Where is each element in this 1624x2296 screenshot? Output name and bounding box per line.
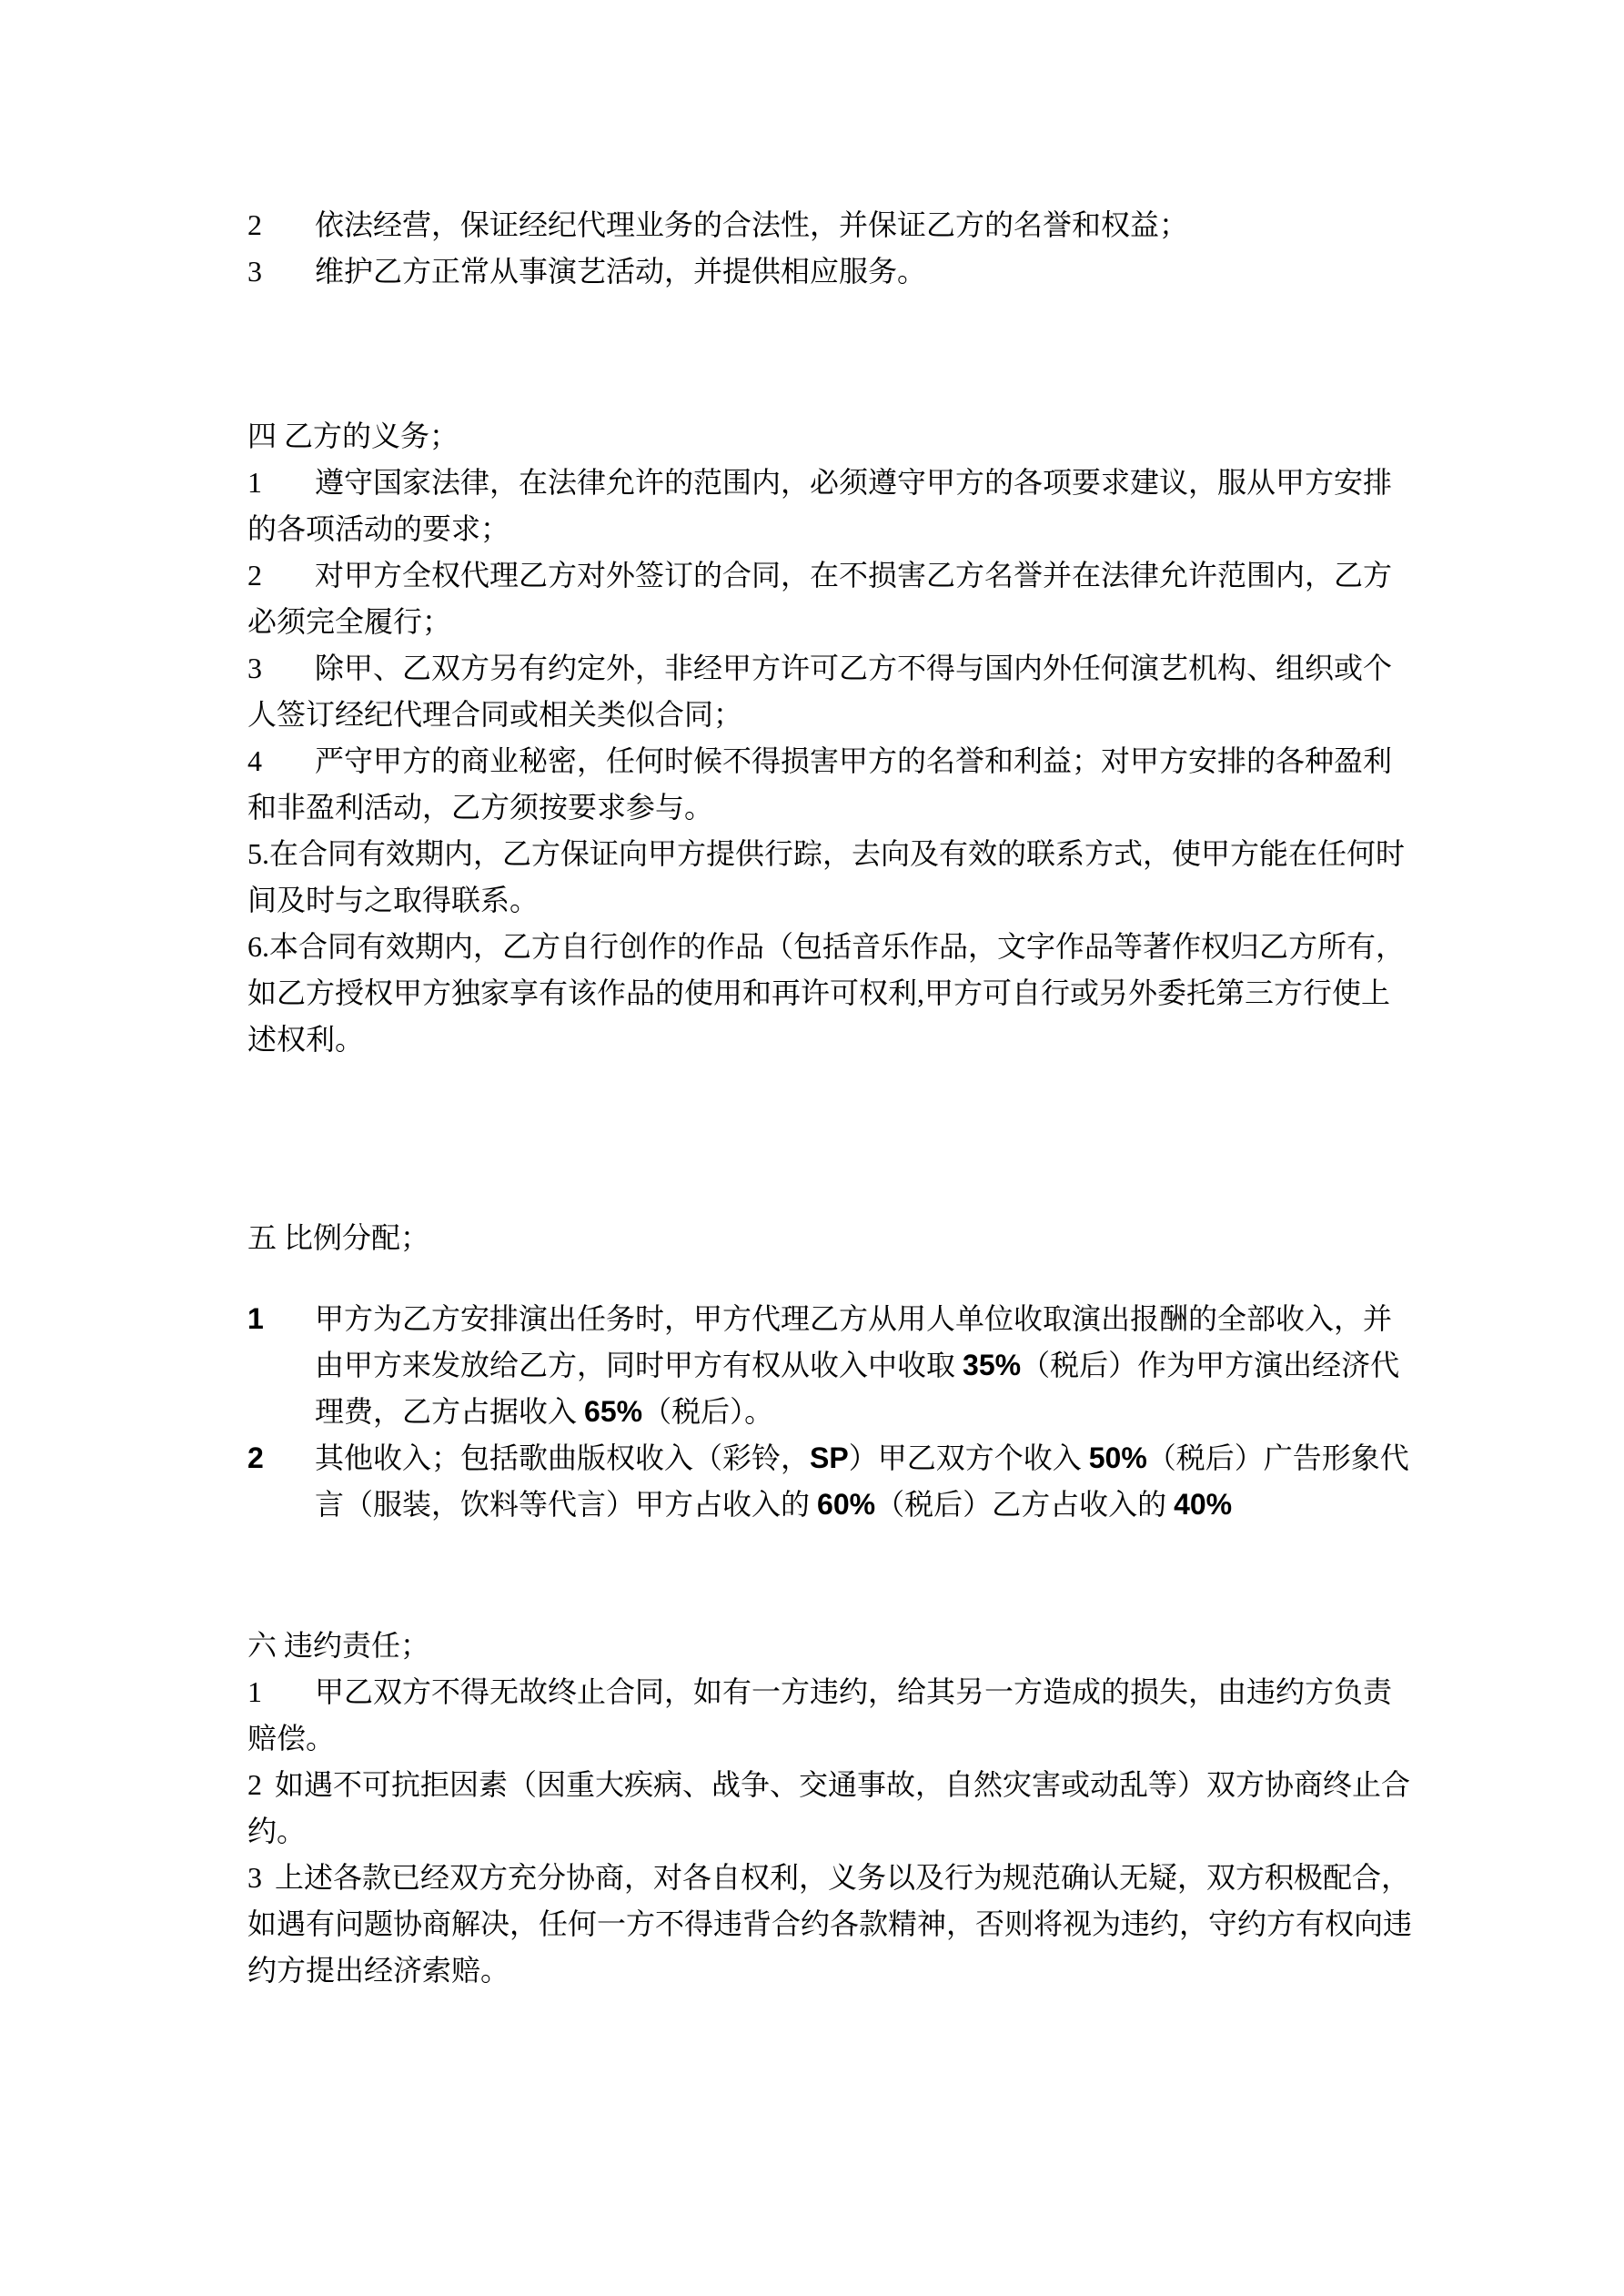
clause-number: 2 <box>247 1441 264 1474</box>
clause-item <box>247 1762 1415 1855</box>
clause-item <box>247 460 1415 552</box>
clause-number: 2 <box>247 559 262 592</box>
clause-item <box>247 924 1415 1063</box>
clause-text: 在合同有效期内，乙方保证向甲方提供行踪，去向及有效的联系方式，使甲方能在任何时间及时与之取得联系。 <box>247 837 1406 916</box>
clause-text: 其他收入；包括歌曲版权收入（彩铃，SP）甲乙双方个收入 50%（税后）广告形象代言（服装，饮料等代言）甲方占收入的 60%（税后）乙方占收入的 40% <box>315 1441 1409 1521</box>
clause-text: 甲乙双方不得无故终止合同，如有一方违约，给其另一方造成的损失，由违约方负责赔偿。 <box>247 1675 1393 1755</box>
clause-text: 甲方为乙方安排演出任务时，甲方代理乙方从用人单位收取演出报酬的全部收入，并由甲方来发放给乙方，同时甲方有权从收入中收取 35%（税后）作为甲方演出经济代理费，乙方占据收入 65%（税后）。 <box>315 1302 1400 1428</box>
clause-item <box>247 1855 1415 1994</box>
clause-number: 3 <box>247 255 262 288</box>
clause-item <box>247 552 1415 645</box>
section-heading-four: 四 乙方的义务； <box>247 420 459 452</box>
clause-item <box>247 202 1415 248</box>
clause-item <box>247 831 1415 924</box>
clause-item <box>247 738 1415 831</box>
clause-item <box>247 1435 1415 1528</box>
clause-text: 如遇不可抗拒因素（因重大疾病、战争、交通事故，自然灾害或动乱等）双方协商终止合约。 <box>247 1768 1411 1847</box>
clause-number: 3 <box>247 652 262 684</box>
clause-item <box>247 1296 1415 1435</box>
clause-text: 本合同有效期内，乙方自行创作的作品（包括音乐作品，文字作品等著作权归乙方所有，如乙方授权甲方独家享有该作品的使用和再许可权利,甲方可自行或另外委托第三方行使上述权利。 <box>247 930 1406 1056</box>
clause-number: 1 <box>247 466 262 499</box>
clause-text: 上述各款已经双方充分协商，对各自权利，义务以及行为规范确认无疑，双方积极配合，如遇有问题协商解决，任何一方不得违背合约各款精神，否则将视为违约，守约方有权向违约方提出经济索赔。 <box>247 1861 1413 1987</box>
clause-text: 对甲方全权代理乙方对外签订的合同，在不损害乙方名誉并在法律允许范围内，乙方必须完全履行； <box>247 559 1393 638</box>
clause-item <box>247 1669 1415 1762</box>
clause-item <box>247 645 1415 738</box>
clause-text: 遵守国家法律，在法律允许的范围内，必须遵守甲方的各项要求建议，服从甲方安排的各项活动的要求； <box>247 466 1393 545</box>
clause-number: 5. <box>247 837 269 870</box>
clause-number: 6. <box>247 930 269 963</box>
clause-number: 1 <box>247 1675 262 1708</box>
section-heading-five: 五 比例分配； <box>247 1221 430 1254</box>
clause-text: 维护乙方正常从事演艺活动，并提供相应服务。 <box>315 255 927 288</box>
section-heading-six: 六 违约责任； <box>247 1629 430 1662</box>
clause-text: 依法经营，保证经纪代理业务的合法性，并保证乙方的名誉和权益； <box>315 208 1189 241</box>
clause-text: 除甲、乙双方另有约定外，非经甲方许可乙方不得与国内外任何演艺机构、组织或个人签订经纪代理合同或相关类似合同； <box>247 652 1393 731</box>
clause-item <box>247 248 1415 295</box>
clause-text: 严守甲方的商业秘密，任何时候不得损害甲方的名誉和利益；对甲方安排的各种盈利和非盈利活动，乙方须按要求参与。 <box>247 744 1393 824</box>
clause-number: 1 <box>247 1302 264 1335</box>
clause-number: 2 <box>247 1768 262 1801</box>
clause-number: 4 <box>247 744 262 777</box>
clause-number: 3 <box>247 1861 262 1894</box>
clause-number: 2 <box>247 208 262 241</box>
